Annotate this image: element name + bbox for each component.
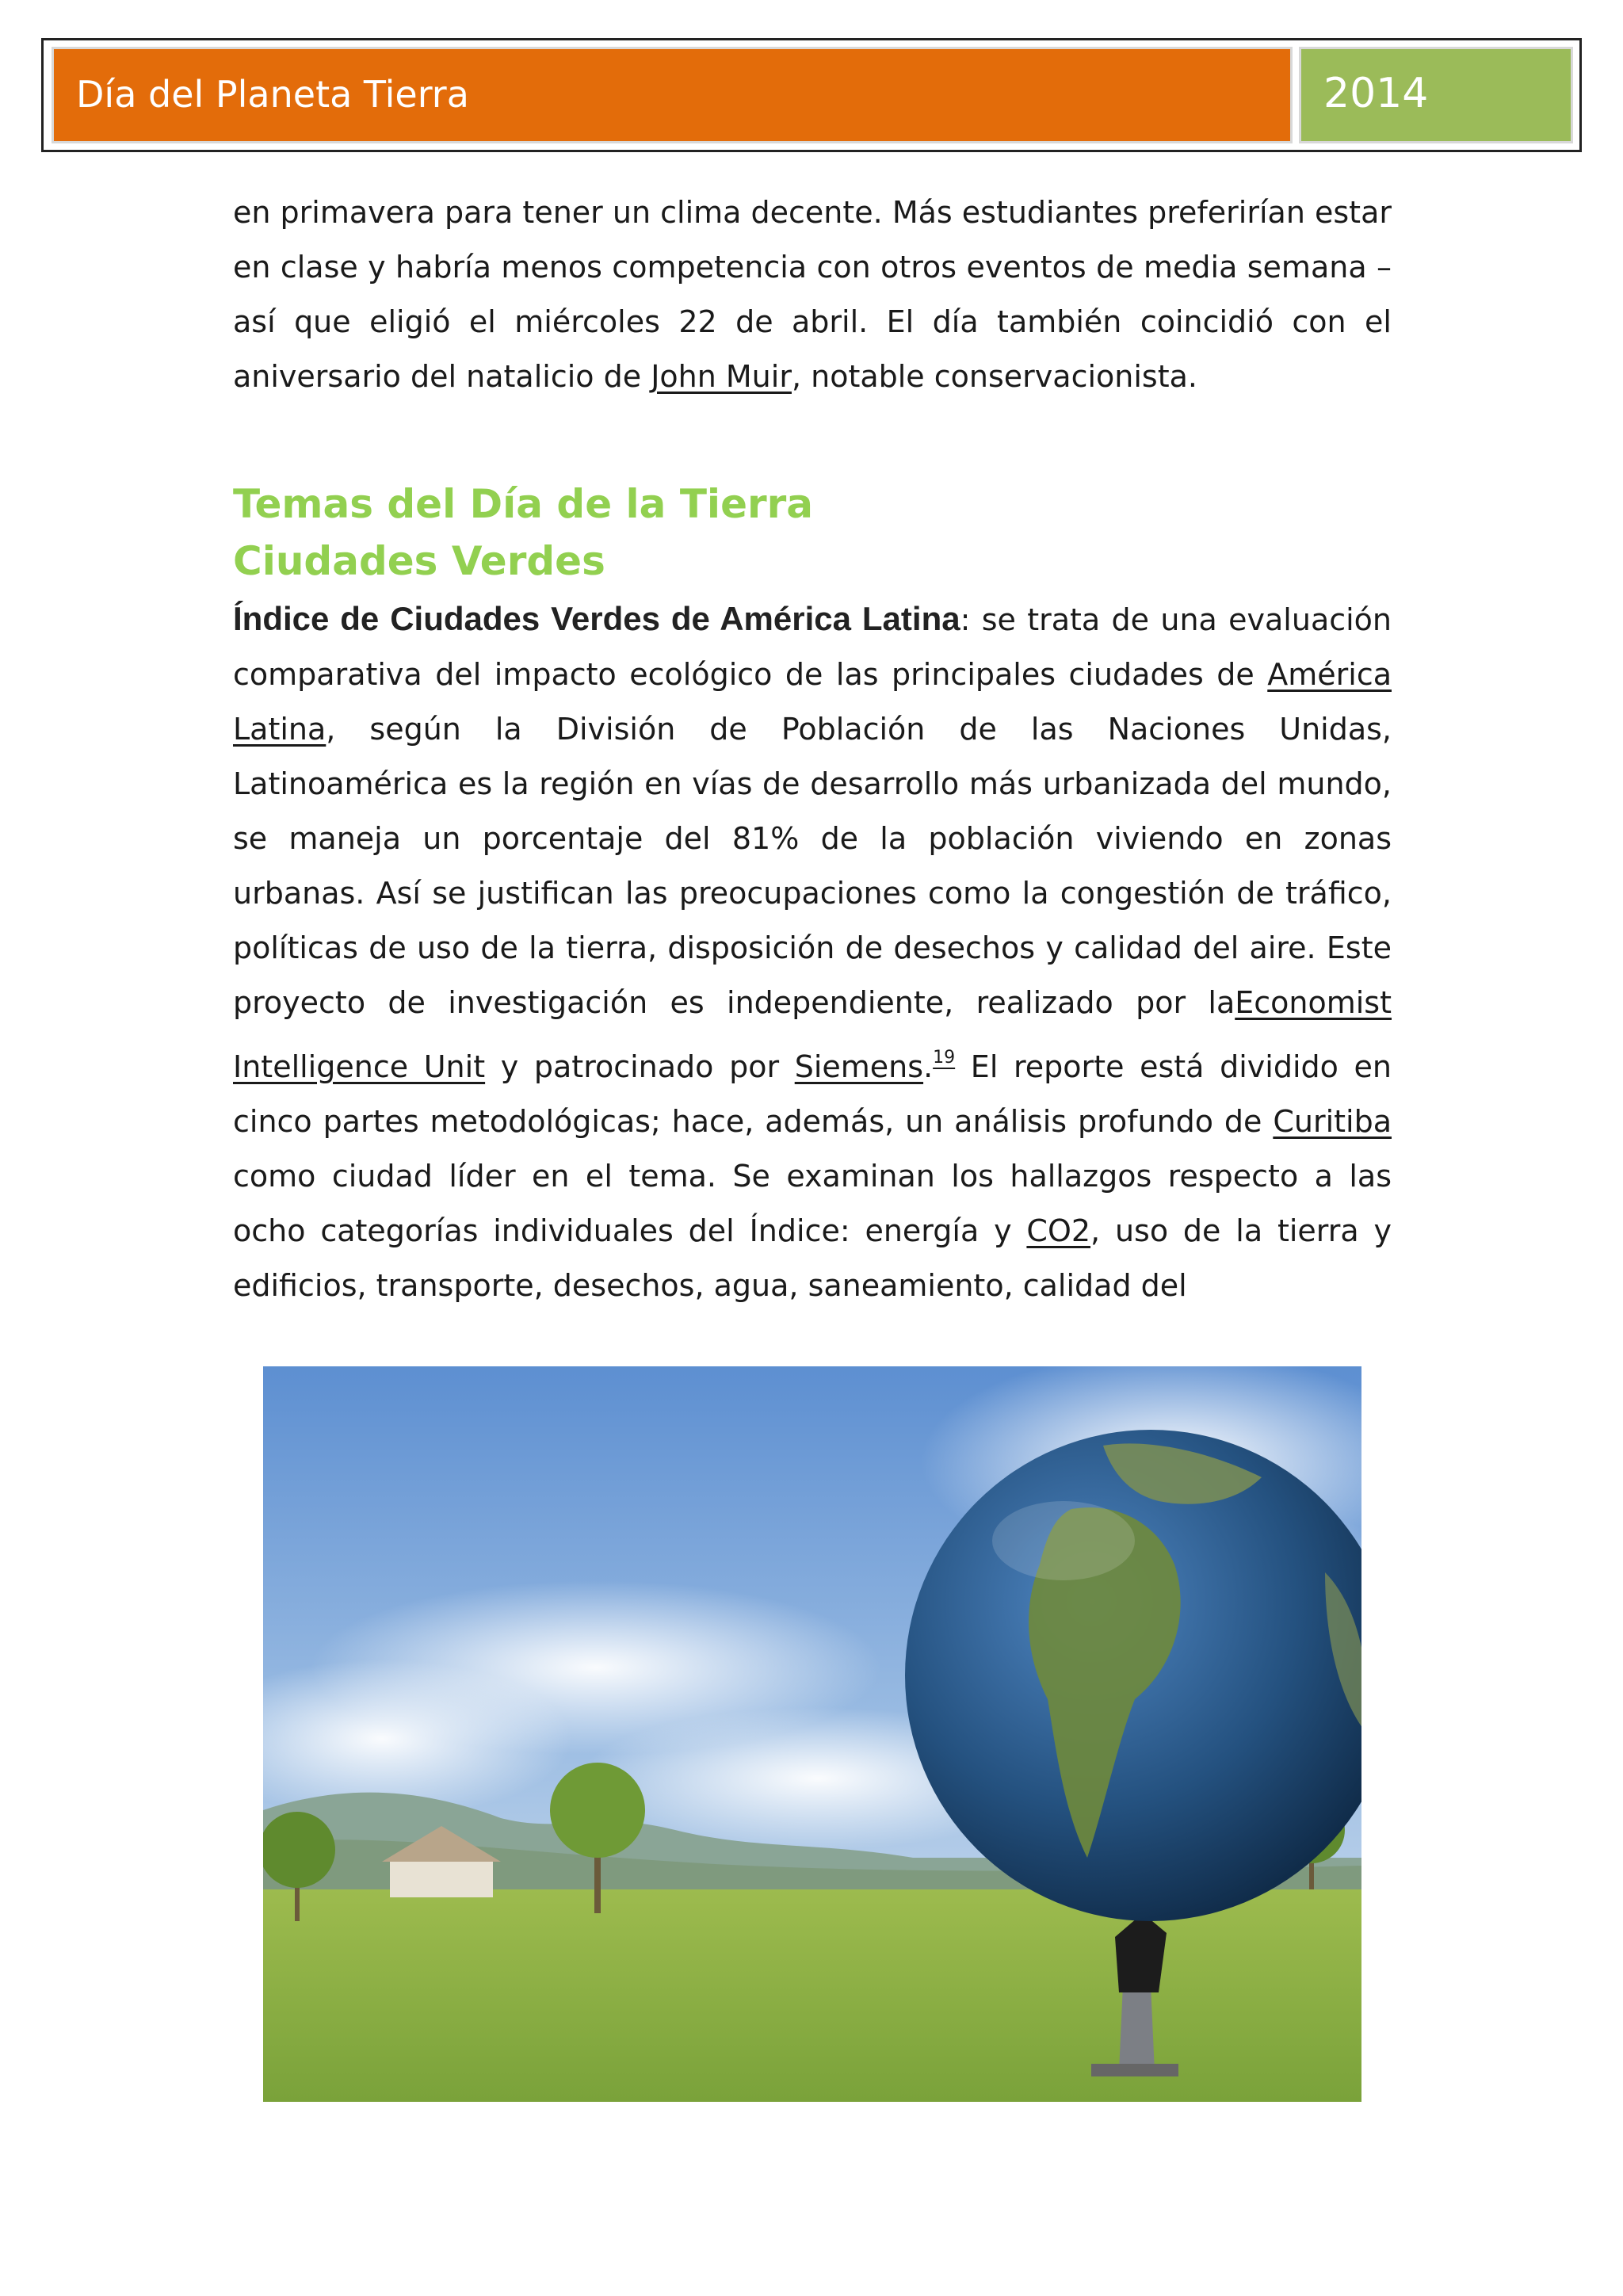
header-title-box	[52, 47, 1293, 143]
body-text-4: .	[923, 1049, 934, 1084]
header-year: 2014	[1323, 70, 1429, 117]
header-year-box	[1299, 47, 1573, 143]
link-america-latina[interactable]: América Latina	[233, 657, 1392, 747]
link-siemens[interactable]: Siemens	[794, 1049, 924, 1084]
intro-paragraph	[233, 185, 1392, 404]
intro-paragraph-block	[233, 185, 1392, 404]
body-paragraph	[233, 591, 1392, 1313]
body-text-5: El reporte está dividido en cinco partes metodológicas; hace, además, un análisis profundo de	[233, 1049, 1392, 1139]
intro-text-end: , notable conservacionista.	[791, 359, 1197, 394]
footnote-ref[interactable]: 19	[933, 1048, 956, 1068]
lead-term: Índice de Ciudades Verdes de América Latina	[233, 600, 960, 637]
body-text-3: y patrocinado por	[485, 1049, 795, 1084]
link-curitiba[interactable]: Curitiba	[1273, 1104, 1392, 1139]
link-economist-intelligence-unit[interactable]: Economist Intelligence Unit	[233, 985, 1392, 1084]
body-text-6: como ciudad líder en el tema. Se examinan los hallazgos respecto a las ocho categorías individuales del Índice: energía y	[233, 1159, 1392, 1248]
header-title: Día del Planeta Tierra	[76, 73, 469, 116]
link-co2[interactable]: CO2	[1026, 1213, 1091, 1248]
globe-sculpture-photo	[263, 1366, 1361, 2102]
section-heading: Temas del Día de la Tierra	[233, 481, 814, 527]
page-header	[41, 38, 1582, 152]
body-text-1: : se trata de una evaluación comparativa del impacto ecológico de las principales ciudades de	[233, 602, 1392, 692]
globe-photo-illustration	[263, 1366, 1361, 2102]
section-headings	[233, 476, 813, 590]
intro-text: en primavera para tener un clima decente. Más estudiantes preferirían estar en clase y habría menos competencia con otros eventos de media semana – así que eligió el miércoles 22 de abril. El día también coincidió con el aniversario del natalicio de	[233, 195, 1392, 394]
body-text-7: , uso de la tierra y edificios, transporte, desechos, agua, saneamiento, calidad del	[233, 1213, 1392, 1303]
link-john-muir[interactable]: John Muir	[651, 359, 792, 394]
subsection-heading: Ciudades Verdes	[233, 538, 605, 584]
body-text-2: , según la División de Población de las Naciones Unidas, Latinoamérica es la región en vías de desarrollo más urbanizada del mundo, se maneja un porcentaje del 81% de la población viviendo en zonas urbanas. Así se justifican las preocupaciones como la congestión de tráfico, políticas de uso de la tierra, disposición de desechos y calidad del aire. Este proyecto de investigación es independiente, realizado por la	[233, 712, 1392, 1020]
body-paragraph-block	[233, 591, 1392, 1313]
